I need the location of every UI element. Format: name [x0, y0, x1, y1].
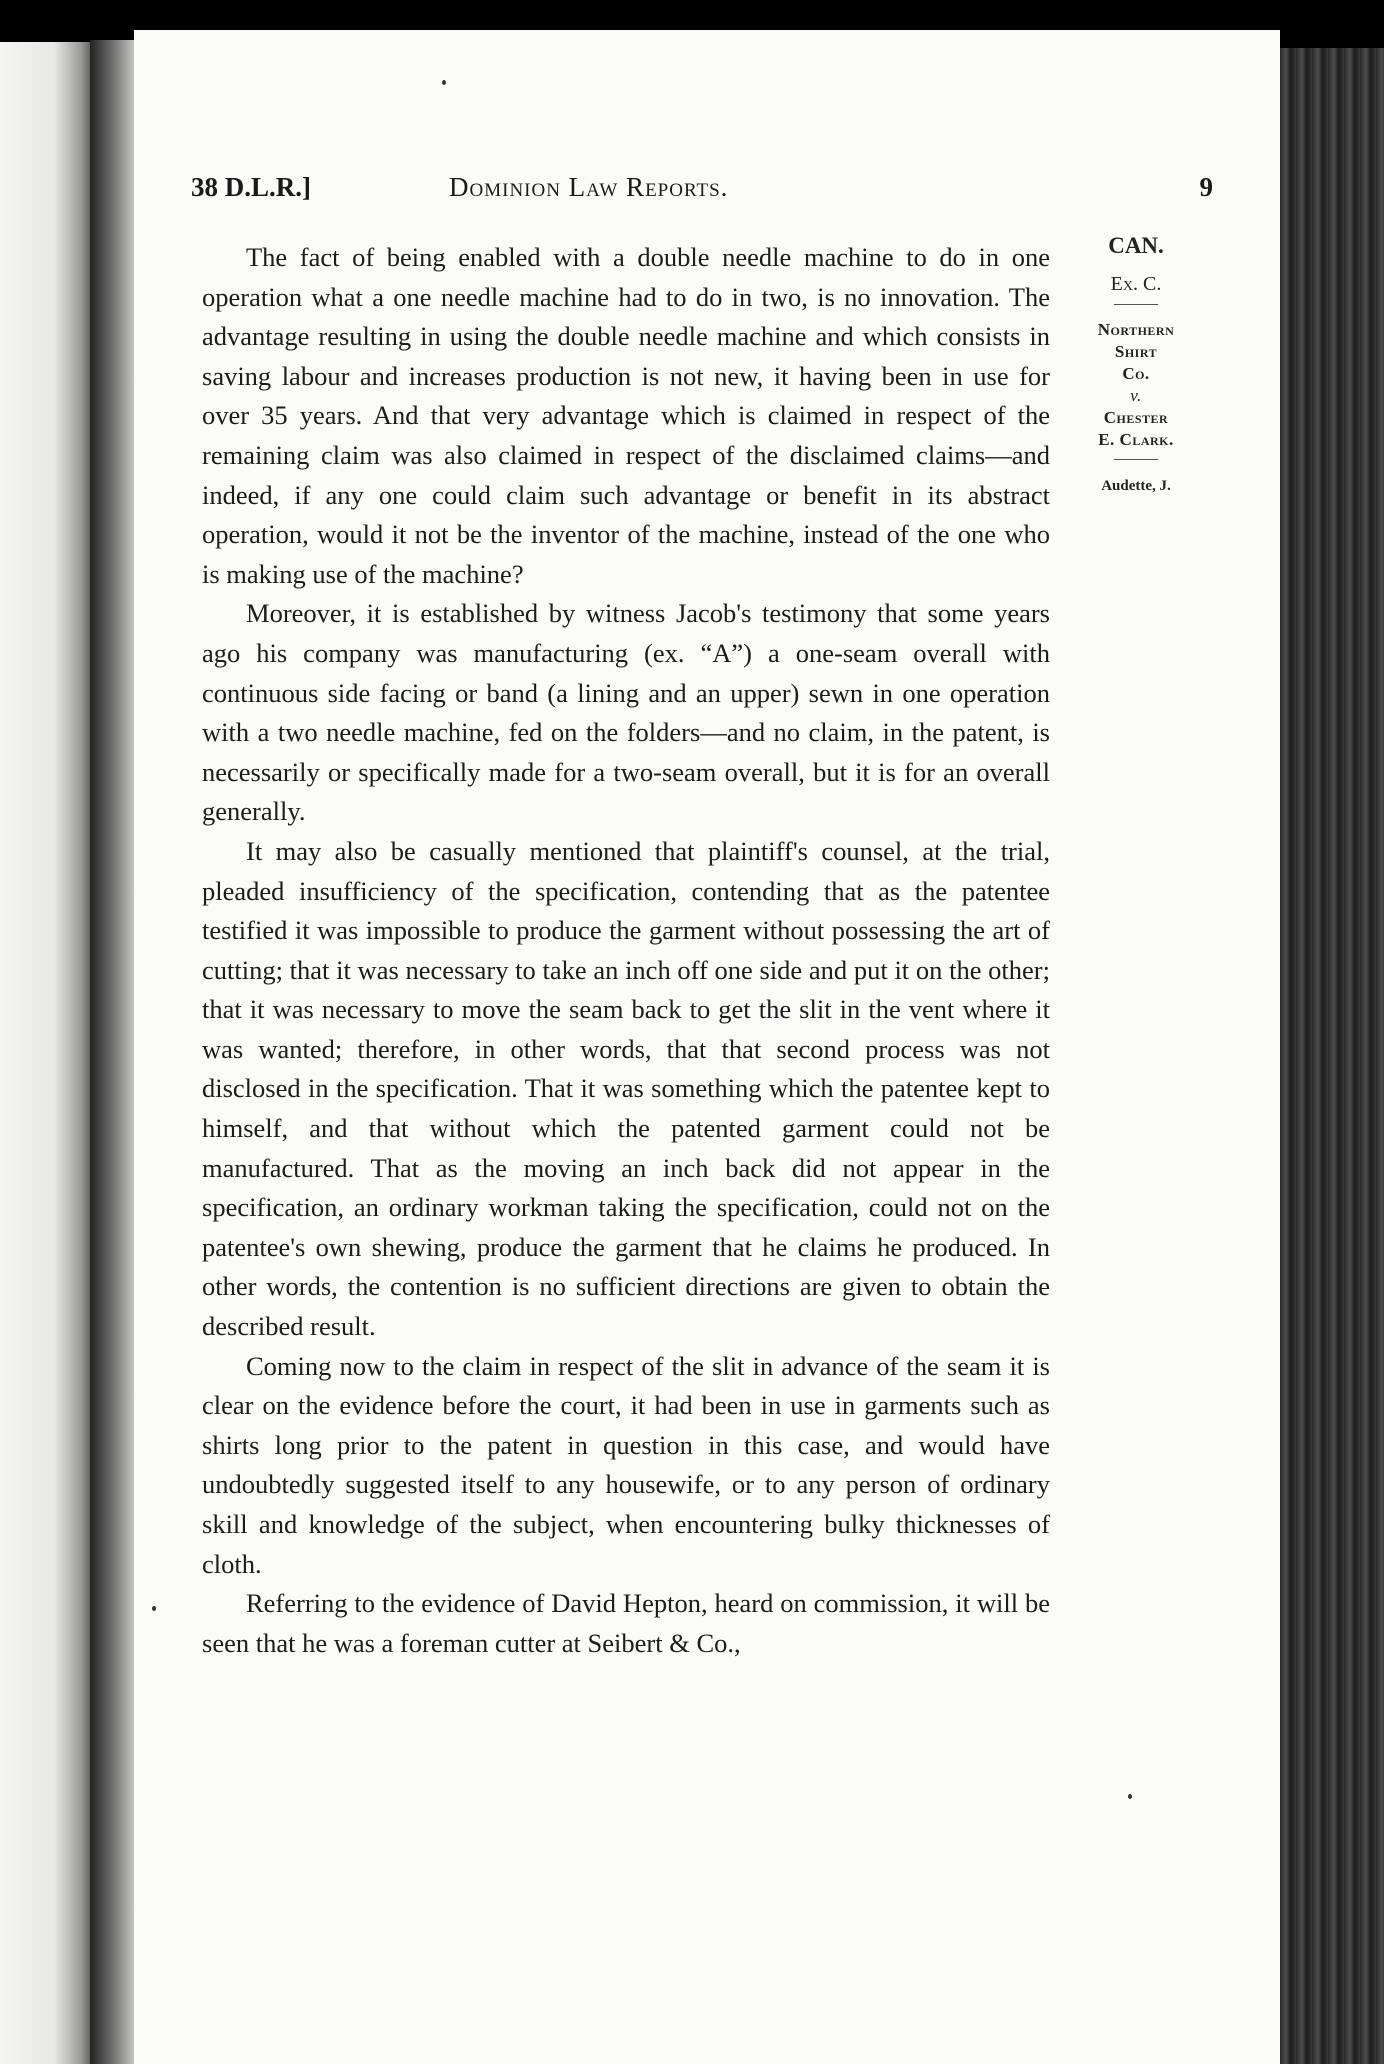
paragraph: The fact of being enabled with a double needle machine to do in one operation what a one needle machine had to do in two, is no innovation. The advantage resulting in using the double needle machine and which consists in saving labour and increases production is not new, it having been in use for over 35 years. And that very advantage which is claimed in respect of the remaining claim was also claimed in respect of the disclaimed claims—and indeed, if any one could claim such advantage or benefit in its abstract operation, would it not be the inventor of the machine, instead of the one who is making use of the machine? [202, 242, 1050, 589]
jurisdiction: CAN. [1108, 233, 1164, 258]
paragraph: Moreover, it is established by witness Jacob's testimony that some years ago his company was manufacturing (ex. “A”) a one-seam overall with continuous side facing or band (a lining and an upper) sewn in one operation with a two needle machine, fed on the folders—and no claim, in the patent, is necessarily or specifically made for a two-seam overall, but it is for an overall generally. [202, 598, 1050, 827]
speck [442, 80, 446, 85]
paragraph: Coming now to the claim in respect of the slit in advance of the seam it is clear on the evidence before the court, it had been in use in garments such as shirts long prior to the patent in question in this case, and would have undoubtedly suggested itself to any housewife, or to any person of ordinary skill and knowledge of the subject, when encountering bulky thicknesses of cloth. [202, 1350, 1050, 1579]
running-header [191, 172, 1213, 212]
speck [1128, 1794, 1132, 1799]
case-line: v. [1130, 386, 1142, 405]
case-line: Shirt [1114, 342, 1158, 361]
body-text [202, 238, 1050, 1663]
margin-note [1075, 232, 1197, 495]
case-line: Chester [1103, 408, 1169, 427]
publication-title: Dominion Law Reports. [449, 172, 729, 202]
case-name [1075, 319, 1197, 451]
paragraph: It may also be casually mentioned that plaintiff's counsel, at the trial, pleaded insufficiency of the specification, contending that as the patentee testified it was impossible to produce the garment without possessing the art of cutting; that it was necessary to take an inch off one side and put it on the other; that it was necessary to move the seam back to get the slit in the vent where it was wanted; therefore, in other words, that that second process was not disclosed in the specification. That it was something which the patentee kept to himself, and that without which the patented garment could not be manufactured. That as the moving an inch back did not appear in the specification, an ordinary workman taking the specification, could not on the patentee's own shewing, produce the garment that he claims he produced. In other words, the contention is no sufficient directions are given to obtain the described result. [202, 835, 1050, 1342]
court: Ex. C. [1110, 273, 1162, 295]
reporter-citation: 38 D.L.R.] [191, 172, 311, 202]
case-line: Co. [1122, 364, 1150, 383]
speck [152, 1606, 156, 1611]
judge: Audette, J. [1101, 478, 1171, 494]
margin-rule [1114, 304, 1158, 305]
book-spine-edge [1280, 48, 1384, 2064]
page-number: 9 [1199, 172, 1213, 202]
margin-rule [1114, 459, 1158, 460]
case-line: Northern [1097, 320, 1175, 339]
case-line: E. Clark. [1098, 430, 1174, 449]
paragraph: Referring to the evidence of David Hepton, heard on commission, it will be seen that he was a foreman cutter at Seibert & Co., [202, 1588, 1050, 1658]
